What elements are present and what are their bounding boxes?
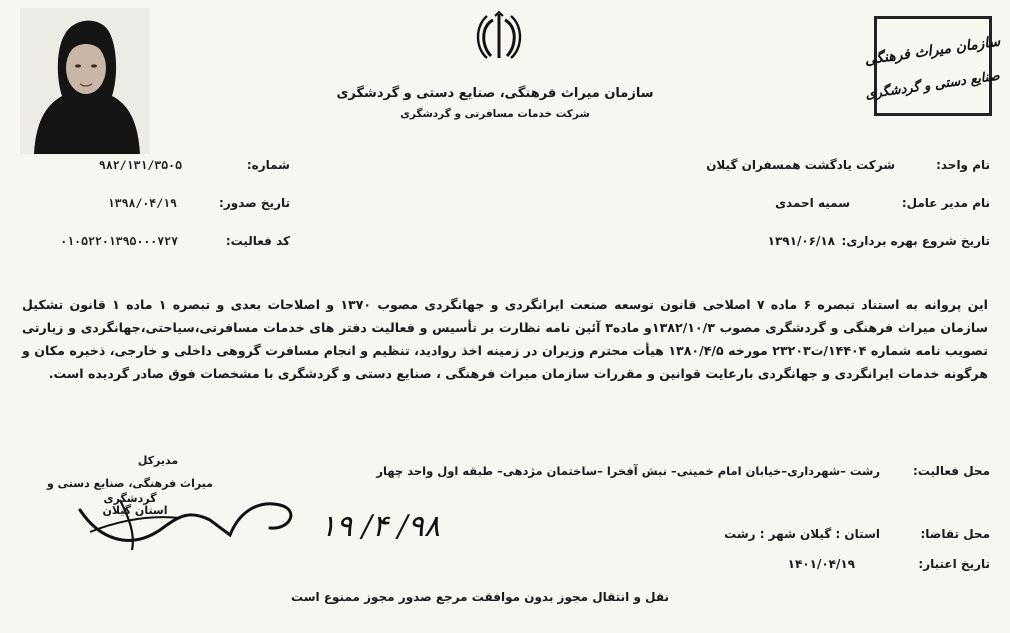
iran-emblem-icon: [475, 12, 523, 62]
activity-code-value: ۰۱۰۵۲۲۰۱۳۹۵۰۰۰۷۲۷: [60, 234, 178, 248]
validity-label: تاریخ اعتبار:: [918, 557, 990, 571]
unit-name-label: نام واحد:: [936, 158, 990, 172]
issue-date-label: تاریخ صدور:: [219, 196, 290, 210]
number-value: ۹۸۲/۱۳۱/۳۵۰۵: [98, 158, 182, 172]
activity-code-label: کد فعالیت:: [225, 234, 290, 248]
portrait-image: [20, 8, 150, 154]
activity-place-value: رشت –شهرداری–خیابان امام خمینی– نبش آفخرا –ساختمان مژدهی– طبقه اول واحد چهار: [376, 464, 880, 478]
license-body-text: این پروانه به استناد تبصره ۶ ماده ۷ اصلاحی قانون توسعه صنعت ایرانگردی و جهانگردی مصوب ۱۳۷۰ و اصلاحات بعدی و تبصره ۱ ماده ۱ قانون تشکیل سازمان میراث فرهنگی و گردشگری مصوب ۱۳۸۲/۱۰/۳و ماده۳ آئین نامه نظارت بر تأسیس و فعالیت دفتر های خدمات مسافرتی،سیاحتی،جهانگردی و زیارتی تصویب نامه شماره ۱۴۴۰۴/ت۲۳۲۰۳ مورخه ۱۳۸۰/۴/۵ هیأت محترم وزیران در زمینه اخذ روادید، تنظیم و انجام مسافرت گروهی داخلی و خارجی، ذخیره مکان و هرگونه خدمات ایرانگردی و جهانگردی بارعایت قوانین و مقررات سازمان میراث فرهنگی ، صنایع دستی و گردشگری با مشخصات فوق صادر گردیده است.: [22, 297, 989, 381]
handwritten-date: ۹۸/ ۴/ ۱۹: [320, 509, 440, 544]
issue-date-value: ۱۳۹۸/۰۴/۱۹: [107, 196, 177, 210]
footer-note: نقل و انتقال مجوز بدون موافقت مرجع صدور مجوز ممنوع است: [291, 590, 669, 604]
director-organization: میراث فرهنگی، صنایع دستی و گردشگری: [47, 477, 213, 505]
activity-place-label: محل فعالیت:: [912, 464, 990, 478]
number-label: شماره:: [246, 158, 290, 172]
organization-subtitle: شرکت خدمات مسافرتی و گردشگری: [400, 108, 590, 120]
svg-text:سازمان میراث فرهنگی: سازمان میراث فرهنگی: [863, 33, 1002, 69]
manager-label: نام مدیر عامل:: [901, 196, 990, 210]
start-date-label: تاریخ شروع بهره برداری:: [841, 234, 990, 248]
handwritten-signature: [60, 480, 460, 560]
unit-name-value: شرکت یادگشت همسفران گیلان: [706, 158, 895, 172]
applicant-place-label: محل تقاضا:: [920, 527, 990, 541]
applicant-photo: [20, 8, 150, 154]
applicant-place-value: استان : گیلان شهر : رشت: [724, 527, 880, 541]
director-title: مدیرکل: [137, 454, 179, 467]
svg-text:صنایع دستی و گردشگری: صنایع دستی و گردشگری: [864, 68, 1001, 103]
manager-value: سمیه احمدی: [775, 196, 850, 210]
validity-value: ۱۴۰۱/۰۴/۱۹: [787, 557, 855, 571]
director-province: استان گیلان: [102, 504, 168, 517]
organization-name: سازمان میراث فرهنگی، صنایع دستی و گردشگری: [336, 86, 654, 101]
start-date-value: ۱۳۹۱/۰۶/۱۸: [767, 234, 835, 248]
ministry-logo: [863, 16, 1002, 116]
